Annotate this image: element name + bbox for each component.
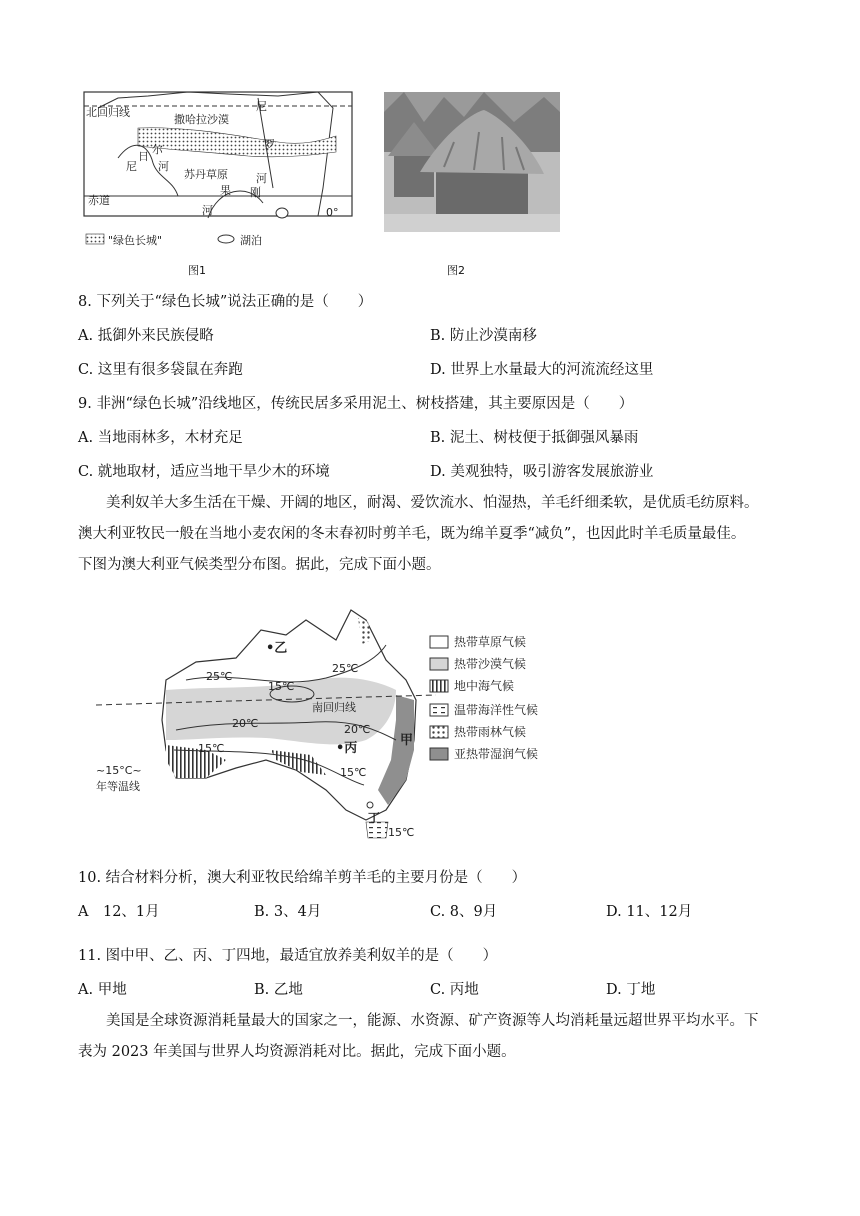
label-nile: 尼 — [256, 100, 267, 113]
legend-swatch-temperate-oceanic — [430, 704, 448, 716]
passage-usa-line: 表为 2023 年美国与世界人均资源消耗对比。据此，完成下面小题。 — [78, 1044, 516, 1060]
question-11-stem: 11. 图中甲、乙、丙、丁四地，最适宜放养美利奴羊的是（ ） — [78, 948, 498, 964]
label-equator: 赤道 — [88, 194, 110, 207]
label-zero-degree: 0° — [326, 206, 339, 219]
legend-green-wall-swatch — [86, 234, 104, 244]
label-niger: 尔 — [152, 143, 163, 156]
question-8-option-b[interactable]: B. 防止沙漠南移 — [430, 328, 537, 344]
question-10-stem: 10. 结合材料分析，澳大利亚牧民给绵羊剪羊毛的主要月份是（ ） — [78, 870, 527, 886]
label-20a: 20℃ — [232, 717, 259, 730]
legend-rainforest: 热带雨林气候 — [454, 725, 527, 739]
question-11-option-c[interactable]: C. 丙地 — [430, 982, 479, 998]
label-bing: •丙 — [336, 741, 358, 756]
label-tropic: 北回归线 — [86, 106, 130, 119]
label-congo: 河 — [202, 204, 213, 217]
legend-temperate-oceanic: 温带海洋性气候 — [454, 703, 539, 717]
passage-merino-line: 下图为澳大利亚气候类型分布图。据此，完成下面小题。 — [78, 557, 441, 573]
label-20b: 20℃ — [344, 723, 371, 736]
question-11-option-d[interactable]: D. 丁地 — [606, 982, 656, 998]
label-nile: 罗 — [264, 138, 275, 151]
legend-humid-subtropical: 亚热带湿润气候 — [454, 747, 539, 761]
legend-lake: 湖泊 — [240, 234, 262, 247]
label-nile: 河 — [256, 172, 267, 185]
question-8-option-d[interactable]: D. 世界上水量最大的河流流经这里 — [430, 362, 654, 378]
label-niger: 日 — [138, 150, 149, 163]
label-15b: 15℃ — [198, 742, 225, 755]
legend-swatch-rainforest — [430, 726, 448, 738]
legend-swatch-savanna — [430, 636, 448, 648]
australia-climate-map — [96, 600, 576, 850]
question-11-option-a[interactable]: A. 甲地 — [78, 982, 127, 998]
passage-merino-line: 美利奴羊大多生活在干燥、开阔的地区，耐渴、爱饮流水、怕湿热，羊毛纤细柔软，是优质毛纺原料。 — [106, 495, 759, 511]
legend-lake-swatch — [218, 235, 234, 243]
question-10-option-b[interactable]: B. 3、4月 — [254, 904, 322, 920]
isotherm-legend-line2: 年等温线 — [96, 780, 140, 793]
figure1-caption: 图1 — [188, 264, 206, 277]
label-congo: 果 — [220, 184, 231, 197]
label-25b: 25℃ — [332, 662, 359, 675]
question-9-option-c[interactable]: C. 就地取材，适应当地干旱少木的环境 — [78, 464, 330, 480]
lake-victoria — [276, 208, 288, 218]
legend-green-wall: "绿色长城" — [108, 234, 163, 247]
question-8-stem: 8. 下列关于“绿色长城”说法正确的是（ ） — [78, 294, 373, 310]
label-tropic-capricorn: 南回归线 — [312, 701, 356, 714]
legend-mediterranean: 地中海气候 — [454, 679, 515, 693]
label-yi: •乙 — [266, 641, 288, 656]
question-10-option-a[interactable]: A 12、1月 — [78, 904, 160, 920]
climate-legend — [430, 634, 538, 761]
label-congo: 刚 — [250, 186, 261, 199]
question-8-option-a[interactable]: A. 抵御外来民族侵略 — [78, 328, 214, 344]
label-25a: 25℃ — [206, 670, 233, 683]
legend-swatch-mediterranean — [430, 680, 448, 692]
legend-swatch-desert — [430, 658, 448, 670]
question-9-option-d[interactable]: D. 美观独特，吸引游客发展旅游业 — [430, 464, 654, 480]
label-niger: 尼 — [126, 160, 137, 173]
legend-desert: 热带沙漠气候 — [454, 657, 527, 671]
label-sudan: 苏丹草原 — [184, 168, 228, 181]
question-11-option-b[interactable]: B. 乙地 — [254, 982, 303, 998]
label-ding: 丁 — [368, 811, 381, 825]
label-sahara: 撒哈拉沙漠 — [174, 113, 229, 126]
figure2-caption: 图2 — [447, 264, 465, 277]
label-niger: 河 — [158, 160, 169, 173]
question-9-option-a[interactable]: A. 当地雨林多，木材充足 — [78, 430, 243, 446]
figure2-hut-photo — [384, 92, 560, 232]
passage-usa-line: 美国是全球资源消耗量最大的国家之一，能源、水资源、矿产资源等人均消耗量远超世界平均水平。下 — [106, 1013, 759, 1029]
question-10-option-c[interactable]: C. 8、9月 — [430, 904, 498, 920]
question-10-option-d[interactable]: D. 11、12月 — [606, 904, 693, 920]
question-8-option-c[interactable]: C. 这里有很多袋鼠在奔跑 — [78, 362, 243, 378]
isotherm-legend-line1: ~15°C~ — [96, 764, 142, 777]
label-15a: 15℃ — [268, 680, 295, 693]
passage-usa-resources — [78, 1006, 798, 1068]
passage-merino-line: 澳大利亚牧民一般在当地小麦农闲的冬末春初时剪羊毛，既为绵羊夏季“减负”，也因此时羊毛质量最佳。 — [78, 526, 746, 542]
passage-merino — [78, 488, 798, 581]
question-9-stem: 9. 非洲“绿色长城”沿线地区，传统民居多采用泥土、树枝搭建，其主要原因是（ ） — [78, 396, 634, 412]
legend-swatch-humid-subtropical — [430, 748, 448, 760]
label-15d: 15℃ — [388, 826, 415, 839]
question-9-option-b[interactable]: B. 泥土、树枝便于抵御强风暴雨 — [430, 430, 639, 446]
label-jia: 甲 — [400, 733, 414, 748]
figure1-map — [78, 88, 358, 256]
label-15c: 15℃ — [340, 766, 367, 779]
legend-savanna: 热带草原气候 — [454, 635, 527, 649]
